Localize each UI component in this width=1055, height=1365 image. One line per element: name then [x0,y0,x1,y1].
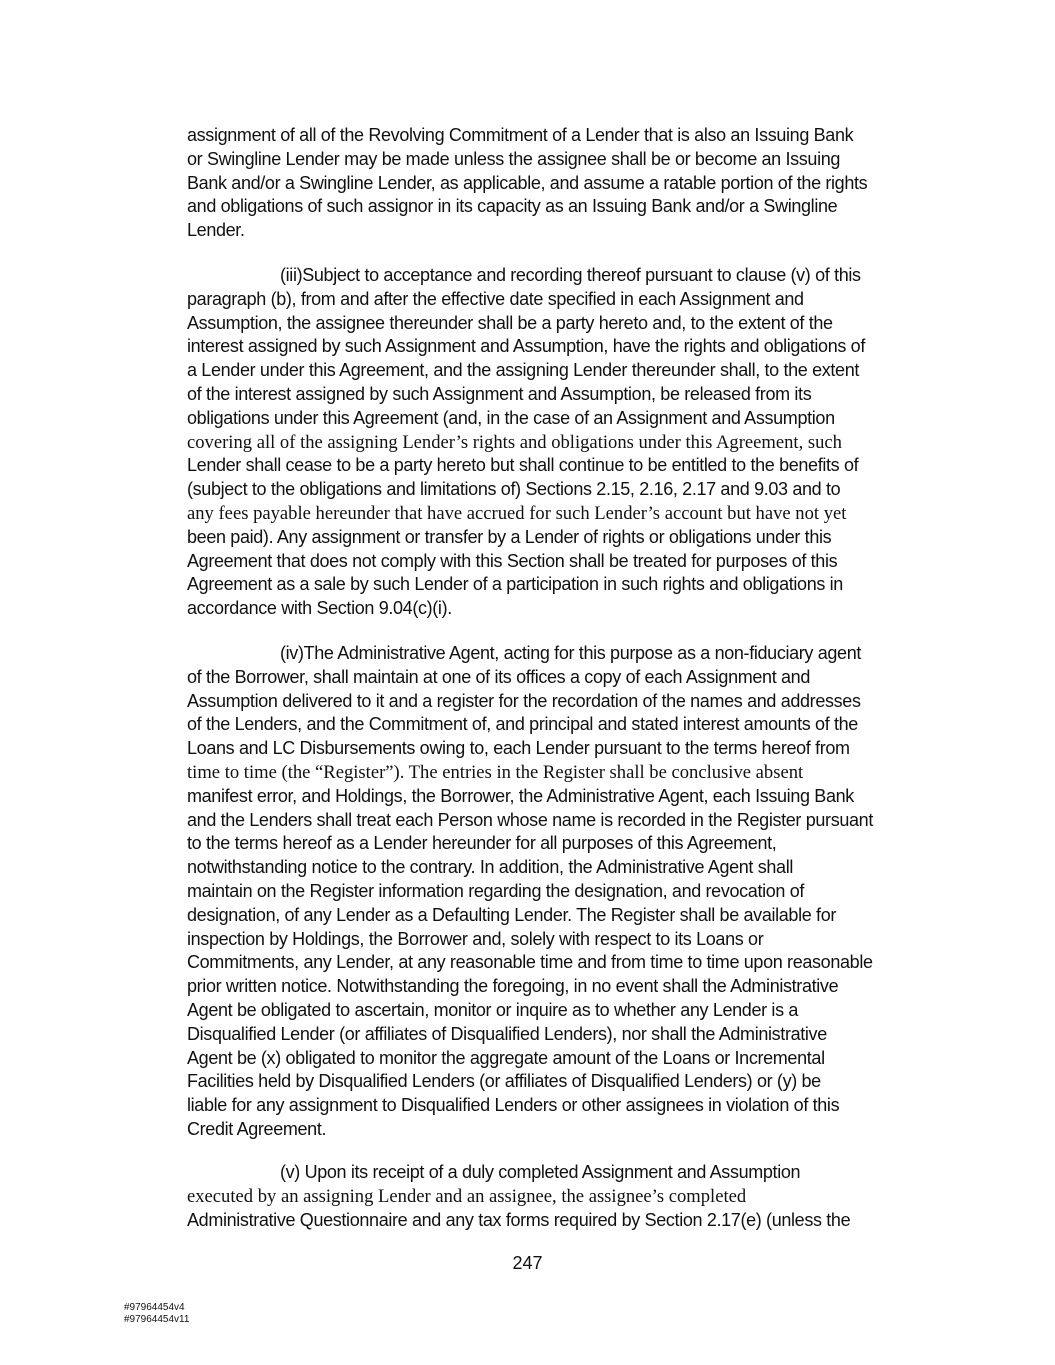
text-line: Loans and LC Disbursements owing to, each Lender pursuant to the terms hereof from [187,738,850,759]
text-line: or Swingline Lender may be made unless the assignee shall be or become an Issuing [187,148,841,169]
paragraph-v [187,1161,932,1232]
text-line: Assumption delivered to it and a register for the recordation of the names and addresses [187,690,861,711]
text-line: Disqualified Lender (or affiliates of Disqualified Lenders), nor shall the Administrative [187,1023,827,1044]
text-line: of the Lenders, and the Commitment of, and principal and stated interest amounts of the [187,714,858,735]
text-line: Lender. [187,220,245,241]
text-line: Administrative Questionnaire and any tax forms required by Section 2.17(e) (unless the [187,1209,851,1230]
text-line: Agreement as a sale by such Lender of a participation in such rights and obligations in [187,574,843,595]
text-line: manifest error, and Holdings, the Borrower, the Administrative Agent, each Issuing Bank [187,785,854,806]
text-line: any fees payable hereunder that have accrued for such Lender’s account but have not yet [187,502,847,524]
text-line: Bank and/or a Swingline Lender, as applicable, and assume a ratable portion of the rights [187,172,868,193]
text-line: paragraph (b), from and after the effective date specified in each Assignment and [187,288,804,309]
text-line: obligations under this Agreement (and, in the case of an Assignment and Assumption [187,407,835,428]
text-line: (v) Upon its receipt of a duly completed Assignment and Assumption [280,1162,801,1182]
text-line: (iii)Subject to acceptance and recording thereof pursuant to clause (v) of this [280,265,861,285]
text-line: (subject to the obligations and limitations of) Sections 2.15, 2.16, 2.17 and 9.03 and to [187,479,841,500]
text-line: and obligations of such assignor in its capacity as an Issuing Bank and/or a Swingline [187,196,838,217]
text-line: a Lender under this Agreement, and the assigning Lender thereunder shall, to the extent [187,360,860,381]
text-line: maintain on the Register information regarding the designation, and revocation of [187,880,805,901]
text-line: covering all of the assigning Lender’s rights and obligations under this Agreement, such [187,431,842,453]
text-line: liable for any assignment to Disqualified Lenders or other assignees in violation of this [187,1095,840,1116]
text-line: notwithstanding notice to the contrary. In addition, the Administrative Agent shall [187,857,793,878]
paragraph-iv [187,642,932,1142]
text-line: to the terms hereof as a Lender hereunder for all purposes of this Agreement, [187,833,777,854]
text-line: and the Lenders shall treat each Person whose name is recorded in the Register pursuant [187,809,873,830]
doc-id-line: #97964454v4 [124,1302,185,1313]
text-line: (iv)The Administrative Agent, acting for this purpose as a non-fiduciary agent [280,643,862,663]
paragraph-iii [187,264,932,621]
text-line: prior written notice. Notwithstanding the foregoing, in no event shall the Administrative [187,976,839,997]
text-line: of the Borrower, shall maintain at one of its offices a copy of each Assignment and [187,666,810,687]
text-line: Facilities held by Disqualified Lenders (or affiliates of Disqualified Lenders) or (y) be [187,1071,821,1092]
text-line: assignment of all of the Revolving Commitment of a Lender that is also an Issuing Bank [187,125,854,145]
text-line: Agreement that does not comply with this Section shall be treated for purposes of this [187,550,838,571]
text-line: Assumption, the assignee thereunder shall be a party hereto and, to the extent of the [187,312,833,333]
doc-id-line: #97964454v11 [124,1314,190,1325]
text-line: Commitments, any Lender, at any reasonable time and from time to time upon reasonable [187,952,873,973]
text-line: inspection by Holdings, the Borrower and, solely with respect to its Loans or [187,928,764,949]
page-number: 247 [512,1253,543,1273]
text-line: accordance with Section 9.04(c)(i). [187,598,452,619]
text-line: executed by an assigning Lender and an assignee, the assignee’s completed [187,1185,747,1207]
text-line: time to time (the “Register”). The entries in the Register shall be conclusive absent [187,761,804,783]
text-line: been paid). Any assignment or transfer by a Lender of rights or obligations under this [187,526,832,547]
text-line: designation, of any Lender as a Defaulting Lender. The Register shall be available for [187,904,837,925]
text-line: Lender shall cease to be a party hereto but shall continue to be entitled to the benefits of [187,455,859,476]
text-line: Agent be obligated to ascertain, monitor or inquire as to whether any Lender is a [187,999,799,1020]
paragraph-assignment-continuation [187,124,932,243]
text-line: Credit Agreement. [187,1118,327,1139]
text-line: Agent be (x) obligated to monitor the aggregate amount of the Loans or Incremental [187,1047,825,1068]
text-line: interest assigned by such Assignment and Assumption, have the rights and obligations of [187,336,865,357]
text-line: of the interest assigned by such Assignment and Assumption, be released from its [187,383,812,404]
document-id-stamp [124,1302,189,1326]
